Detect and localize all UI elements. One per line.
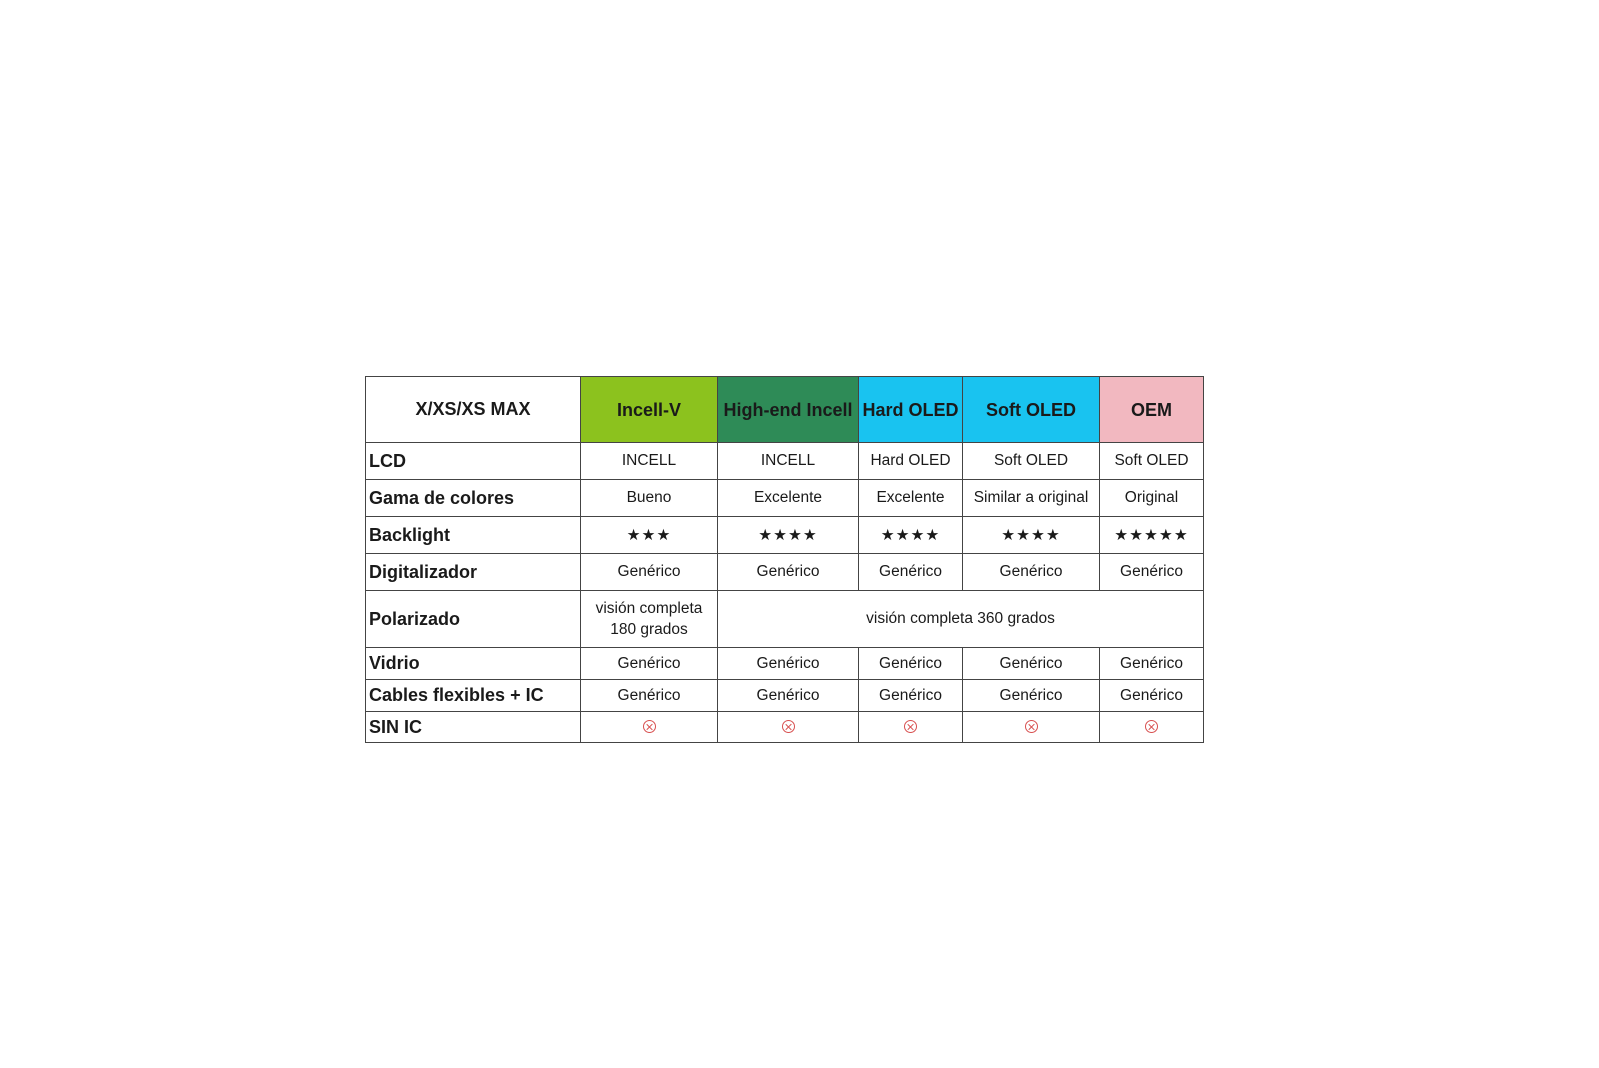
table-row-gama: [366, 480, 1204, 517]
table-cell: Genérico: [718, 554, 859, 591]
table-cell: INCELL: [718, 443, 859, 480]
table-row-cables: [366, 680, 1204, 712]
x-circle-icon: [643, 720, 656, 733]
table-cell: Genérico: [859, 680, 963, 712]
header-soft-oled: Soft OLED: [963, 377, 1100, 443]
table-cell: Original: [1100, 480, 1204, 517]
header-hard-oled: Hard OLED: [859, 377, 963, 443]
star-rating: ★★★★: [859, 517, 963, 554]
table-cell-merged: visión completa 360 grados: [718, 591, 1204, 648]
table-cell: Genérico: [1100, 680, 1204, 712]
row-label-digitalizador: Digitalizador: [366, 554, 581, 591]
row-label-polarizado: Polarizado: [366, 591, 581, 648]
table-cell: Genérico: [963, 680, 1100, 712]
table-cell: Genérico: [963, 648, 1100, 680]
row-label-backlight: Backlight: [366, 517, 581, 554]
header-oem: OEM: [1100, 377, 1204, 443]
star-rating: ★★★★: [718, 517, 859, 554]
table-cell: Genérico: [1100, 648, 1204, 680]
row-label-vidrio: Vidrio: [366, 648, 581, 680]
table-cell: Hard OLED: [859, 443, 963, 480]
table-cell: Genérico: [581, 554, 718, 591]
table-cell: Soft OLED: [1100, 443, 1204, 480]
table-row-lcd: [366, 443, 1204, 480]
row-label-sin-ic: SIN IC: [366, 712, 581, 743]
table-cell: Soft OLED: [963, 443, 1100, 480]
table-row-vidrio: [366, 648, 1204, 680]
comparison-table: [365, 376, 1204, 743]
table-cell: visión completa 180 grados: [581, 591, 718, 648]
header-row: [366, 377, 1204, 443]
table-cell: Genérico: [581, 648, 718, 680]
row-label-cables-flexibles: Cables flexibles + IC: [366, 680, 581, 712]
table-cell: INCELL: [581, 443, 718, 480]
x-circle-icon: [782, 720, 795, 733]
table-cell: Genérico: [581, 680, 718, 712]
table-cell: [859, 712, 963, 743]
table-cell: Genérico: [859, 648, 963, 680]
table-cell: Excelente: [859, 480, 963, 517]
table-row-sin-ic: [366, 712, 1204, 743]
table-cell: [1100, 712, 1204, 743]
table-cell: Similar a original: [963, 480, 1100, 517]
row-label-gama-de-colores: Gama de colores: [366, 480, 581, 517]
table-cell: Genérico: [963, 554, 1100, 591]
x-circle-icon: [1025, 720, 1038, 733]
table-cell: [963, 712, 1100, 743]
table-cell: Genérico: [859, 554, 963, 591]
table-cell: Genérico: [1100, 554, 1204, 591]
table-cell: Excelente: [718, 480, 859, 517]
star-rating: ★★★★★: [1100, 517, 1204, 554]
table-cell: Bueno: [581, 480, 718, 517]
table-cell: [581, 712, 718, 743]
corner-label: X/XS/XS MAX: [366, 377, 581, 443]
table-row-polarizado: [366, 591, 1204, 648]
x-circle-icon: [904, 720, 917, 733]
star-rating: ★★★: [581, 517, 718, 554]
x-circle-icon: [1145, 720, 1158, 733]
table-row-backlight: [366, 517, 1204, 554]
table-cell: Genérico: [718, 648, 859, 680]
table-cell: Genérico: [718, 680, 859, 712]
header-incell-v: Incell-V: [581, 377, 718, 443]
row-label-lcd: LCD: [366, 443, 581, 480]
table-cell: [718, 712, 859, 743]
table-row-digitalizador: [366, 554, 1204, 591]
header-high-end-incell: High-end Incell: [718, 377, 859, 443]
star-rating: ★★★★: [963, 517, 1100, 554]
